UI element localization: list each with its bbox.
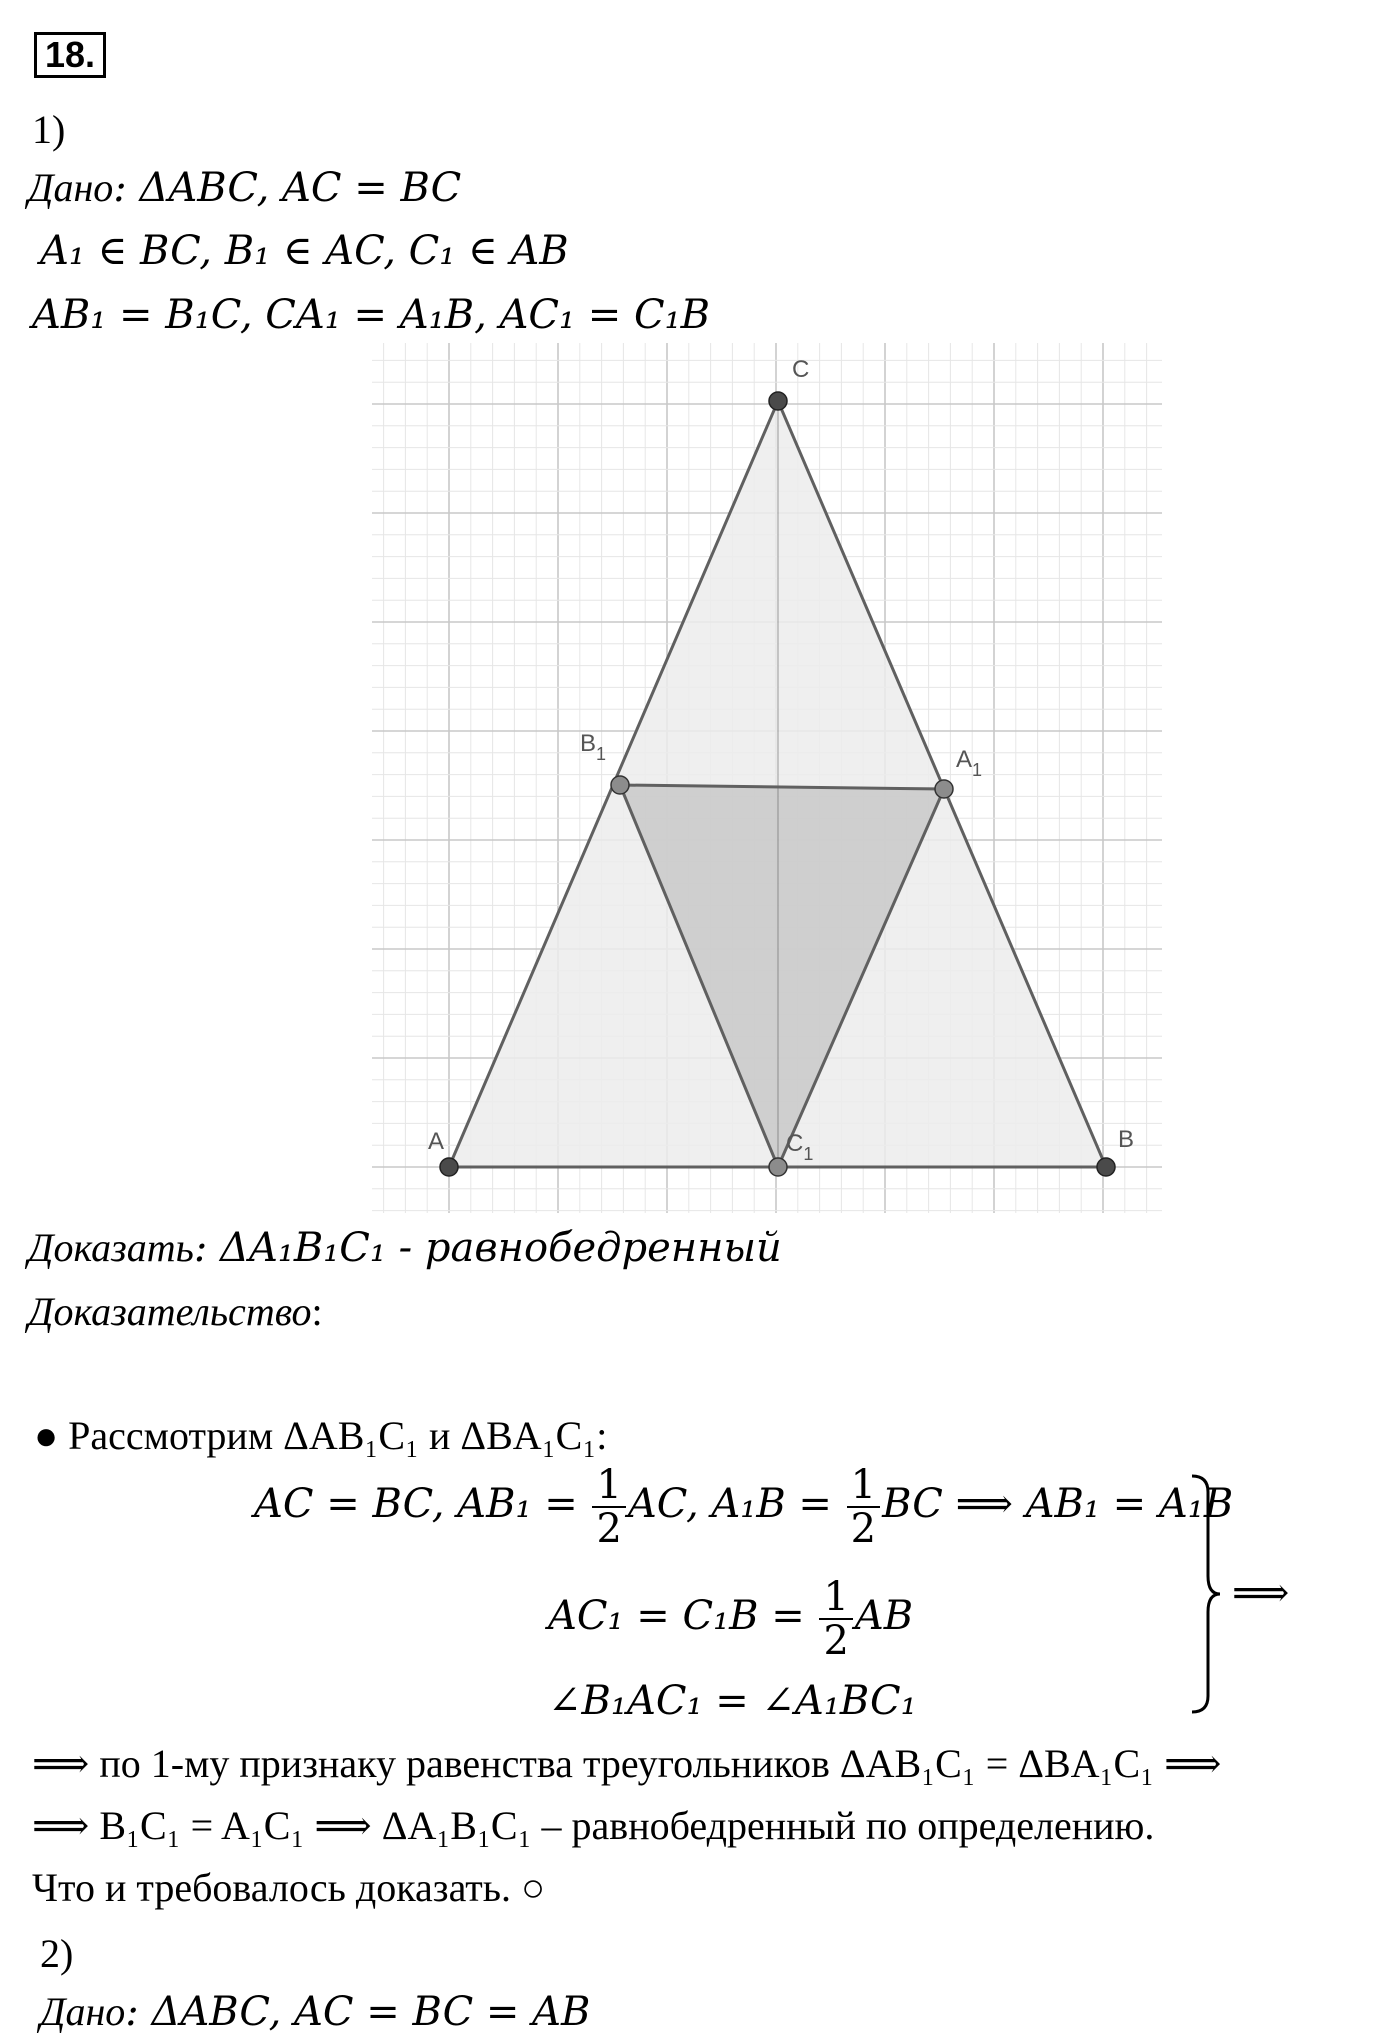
right-brace <box>1188 1472 1224 1716</box>
conclusion-line-1: ⟹ по 1-му признаку равенства треугольников ΔAB₁C₁ = ΔBA₁C₁ ⟹ <box>32 1741 1222 1786</box>
label-c1-letter: C <box>786 1130 804 1157</box>
vertex-c1 <box>769 1158 787 1176</box>
fraction-denominator: 2 <box>596 1506 622 1552</box>
part2-given-line <box>40 1988 590 2035</box>
vertex-b1 <box>611 776 629 794</box>
fraction-half-3 <box>819 1576 852 1662</box>
brace-implication-arrow: ⟹ <box>1232 1570 1290 1616</box>
fraction-half-2 <box>847 1464 880 1550</box>
vertex-a <box>440 1158 458 1176</box>
fraction-numerator: 1 <box>819 1576 852 1620</box>
fraction-numerator: 1 <box>592 1464 625 1508</box>
label-b1-sub: 1 <box>596 744 607 764</box>
eq1-part-a: AC = BC, AB₁ = <box>254 1481 591 1527</box>
label-b1 <box>580 730 606 764</box>
fraction-half-1 <box>592 1464 625 1550</box>
prove-statement: : ΔA₁B₁C₁ - равнобедренный <box>193 1225 782 1271</box>
label-a: A <box>428 1128 445 1155</box>
conclusion-line-2: ⟹ B₁C₁ = A₁C₁ ⟹ ΔA₁B₁C₁ – равнобедренный по определению. <box>32 1803 1155 1848</box>
eq2-part-a: AC₁ = C₁B = <box>548 1593 818 1639</box>
fraction-numerator: 1 <box>847 1464 880 1508</box>
proof-heading <box>28 1288 323 1335</box>
equation-2 <box>548 1576 913 1662</box>
eq2-part-b: AB <box>854 1593 914 1639</box>
label-c1-sub: 1 <box>803 1144 814 1164</box>
consider-line: ● Рассмотрим ΔAB₁C₁ и ΔBA₁C₁: <box>34 1413 608 1458</box>
part1-label: 1) <box>32 107 66 152</box>
prove-line <box>28 1224 782 1271</box>
part2-given-label: Дано <box>40 1989 126 2034</box>
given-condition-1: : ΔABC, AC = BC <box>113 165 462 211</box>
label-a1-letter: A <box>956 746 973 773</box>
prove-label: Доказать <box>28 1225 194 1270</box>
equation-3: ∠B₁AC₁ = ∠A₁BC₁ <box>548 1678 917 1724</box>
equation-1 <box>254 1464 1233 1550</box>
part2-label: 2) <box>40 1931 74 1976</box>
given-line-2: A₁ ∈ BC, B₁ ∈ AC, C₁ ∈ AB <box>40 228 569 274</box>
problem-number: 18. <box>34 32 106 78</box>
vertex-c <box>769 392 787 410</box>
proof-label: Доказательство <box>28 1289 312 1334</box>
given-label: Дано <box>28 165 114 210</box>
label-b1-letter: B <box>580 730 597 757</box>
qed-line: Что и требовалось доказать. ○ <box>32 1865 546 1910</box>
proof-colon: : <box>311 1289 323 1334</box>
label-b: B <box>1118 1126 1135 1153</box>
fraction-denominator: 2 <box>850 1506 877 1552</box>
label-a1-sub: 1 <box>972 760 983 780</box>
label-c: C <box>792 356 810 383</box>
given-line-1 <box>28 164 461 211</box>
eq1-part-c: BC ⟹ AB₁ = A₁B <box>882 1481 1234 1527</box>
fraction-denominator: 2 <box>823 1618 849 1664</box>
geometry-figure <box>372 343 1162 1213</box>
vertex-a1 <box>935 780 953 798</box>
part2-given-condition: : ΔABC, AC = BC = AB <box>125 1989 591 2035</box>
given-line-3: AB₁ = B₁C, CA₁ = A₁B, AC₁ = C₁B <box>32 292 711 338</box>
eq1-part-b: AC, A₁B = <box>627 1481 845 1527</box>
vertex-b <box>1097 1158 1115 1176</box>
